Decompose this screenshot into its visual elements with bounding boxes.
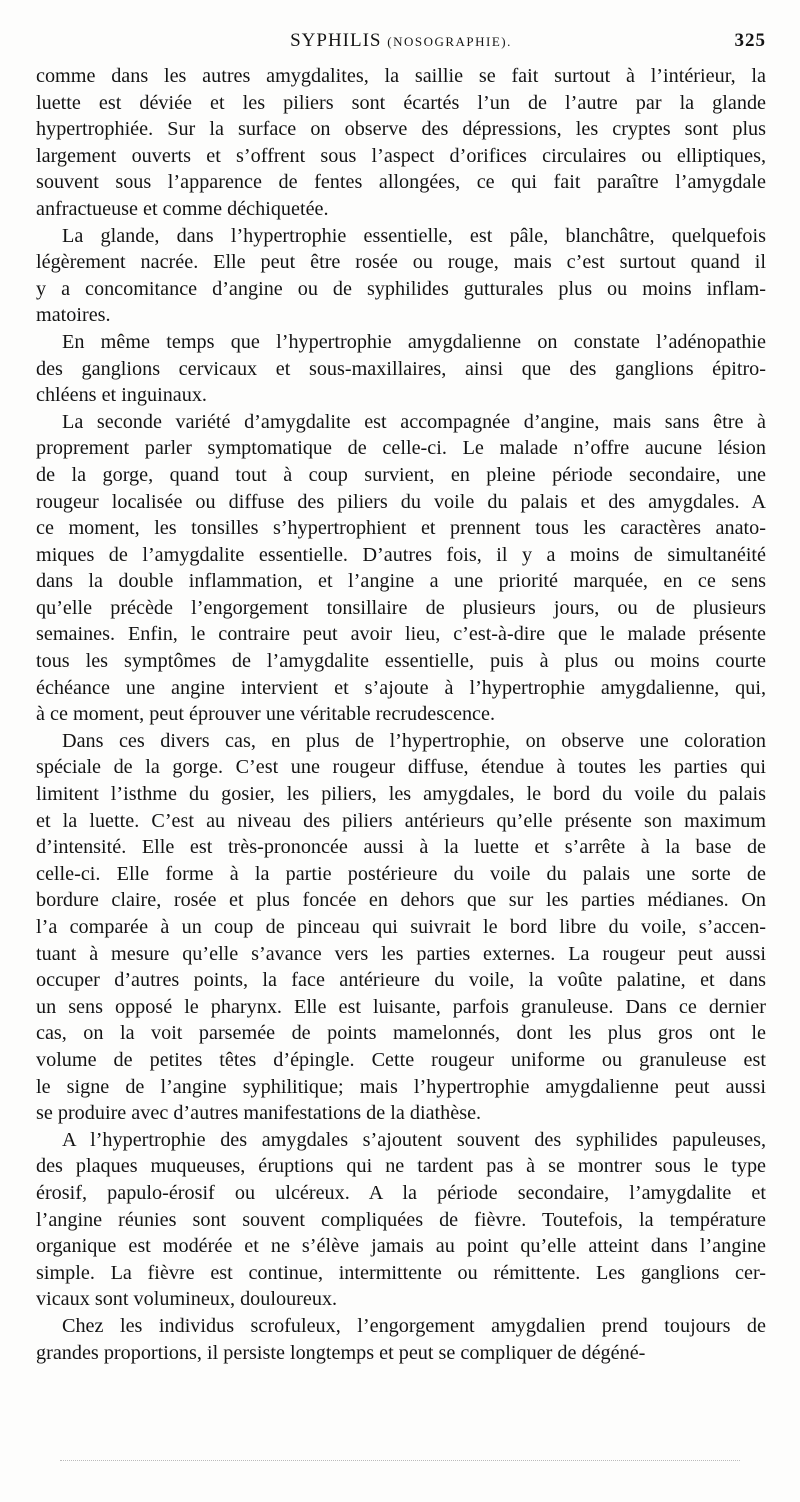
text-line: La seconde variété d’amygdalite est accompagnée d’angine, mais sans être à	[62, 410, 766, 433]
text-line: et la luette. C’est au niveau des piliers antérieurs qu’elle présente son maximum	[36, 809, 766, 832]
text-line: échéance une angine intervient et s’ajoute à l’hypertrophie amygdalienne, qui,	[36, 676, 766, 699]
running-title-subtitle: (NOSOGRAPHIE).	[387, 34, 512, 49]
text-line: un sens opposé le pharynx. Elle est luisante, parfois granuleuse. Dans ce dernier	[36, 995, 766, 1018]
text-line: proprement parler symptomatique de celle-ci. Le malade n’offre aucune lésion	[36, 437, 766, 460]
paragraph	[36, 1313, 766, 1366]
text-line: cas, on la voit parsemée de points mamelonnés, dont les plus gros ont le	[36, 1022, 766, 1045]
paragraph	[36, 63, 766, 223]
text-line: érosif, papulo-érosif ou ulcéreux. A la période secondaire, l’amygdalite et	[36, 1181, 766, 1204]
text-line: A l’hypertrophie des amygdales s’ajoutent souvent des syphilides papuleuses,	[62, 1128, 766, 1151]
text-line: d’intensité. Elle est très-prononcée aussi à la luette et s’arrête à la base de	[36, 836, 766, 859]
text-line: spéciale de la gorge. C’est une rougeur diffuse, étendue à toutes les parties qui	[36, 756, 766, 779]
text-line: bordure claire, rosée et plus foncée en dehors que sur les parties médianes. On	[36, 889, 766, 912]
bleed-through-trace	[60, 1460, 740, 1465]
text-line: matoires.	[36, 304, 111, 327]
running-title	[36, 30, 766, 52]
text-line: légèrement nacrée. Elle peut être rosée ou rouge, mais c’est surtout quand il	[36, 251, 766, 274]
text-line: anfractueuse et comme déchiquetée.	[36, 197, 329, 220]
paragraph	[36, 409, 766, 728]
text-line: occuper d’autres points, la face antérieure du voile, la voûte palatine, et dans	[36, 969, 766, 992]
text-line: celle-ci. Elle forme à la partie postérieure du voile du palais une sorte de	[36, 862, 766, 885]
text-line: miques de l’amygdalite essentielle. D’autres fois, il y a moins de simultanéité	[36, 543, 766, 566]
page-number: 325	[734, 30, 766, 51]
text-line: volume de petites têtes d’épingle. Cette rougeur uniforme ou granuleuse est	[36, 1048, 766, 1071]
text-line: y a concomitance d’angine ou de syphilides gutturales plus ou moins inflam-	[36, 277, 766, 300]
text-line: luette est déviée et les piliers sont écartés l’un de l’autre par la glande	[36, 91, 766, 114]
text-line: vicaux sont volumineux, douloureux.	[36, 1288, 338, 1311]
text-line: de la gorge, quand tout à coup survient, en pleine période secondaire, une	[36, 463, 766, 486]
text-line: chléens et inguinaux.	[36, 384, 207, 407]
text-line: l’a comparée à un coup de pinceau qui suivrait le bord libre du voile, s’accen-	[36, 916, 766, 938]
text-line: hypertrophiée. Sur la surface on observe des dépressions, les cryptes sont plus	[36, 118, 766, 141]
text-line: organique est modérée et ne s’élève jamais au point qu’elle atteint dans l’angine	[36, 1235, 766, 1258]
text-line: se produire avec d’autres manifestations de la diathèse.	[36, 1102, 482, 1125]
text-line: grandes proportions, il persiste longtemps et peut se compliquer de dégéné-	[36, 1341, 646, 1364]
text-line: le signe de l’angine syphilitique; mais l’hypertrophie amygdalienne peut aussi	[36, 1075, 766, 1098]
text-line: tous les symptômes de l’amygdalite essentielle, puis à plus ou moins courte	[36, 650, 766, 673]
paragraph	[36, 1127, 766, 1313]
text-line: simple. La fièvre est continue, intermittente ou rémittente. Les ganglions cer-	[36, 1261, 766, 1284]
paragraph	[36, 329, 766, 409]
running-header	[36, 30, 766, 60]
text-line: largement ouverts et s’offrent sous l’aspect d’orifices circulaires ou elliptiques,	[36, 144, 766, 167]
text-line: comme dans les autres amygdalites, la saillie se fait surtout à l’intérieur, la	[36, 65, 766, 87]
text-line: En même temps que l’hypertrophie amygdalienne on constate l’adénopathie	[62, 330, 766, 353]
text-line: à ce moment, peut éprouver une véritable recrudescence.	[36, 703, 496, 726]
text-line: semaines. Enfin, le contraire peut avoir lieu, c’est-à-dire que le malade présente	[36, 623, 766, 646]
paragraph	[36, 223, 766, 329]
text-line: limitent l’isthme du gosier, les piliers, les amygdales, le bord du voile du palais	[36, 783, 766, 806]
text-line: rougeur localisée ou diffuse des piliers du voile du palais et des amygdales. A	[36, 490, 766, 513]
text-line: l’angine réunies sont souvent compliquées de fièvre. Toutefois, la température	[36, 1208, 766, 1231]
body-text	[36, 63, 766, 1366]
text-line: des plaques muqueuses, éruptions qui ne tardent pas à se montrer sous le type	[36, 1155, 766, 1178]
running-title-main: SYPHILIS	[290, 30, 382, 51]
text-line: Dans ces divers cas, en plus de l’hypertrophie, on observe une coloration	[62, 729, 766, 752]
text-line: qu’elle précède l’engorgement tonsillaire de plusieurs jours, ou de plusieurs	[36, 596, 766, 619]
paragraph	[36, 728, 766, 1127]
text-line: La glande, dans l’hypertrophie essentielle, est pâle, blanchâtre, quelquefois	[62, 224, 766, 247]
text-line: ce moment, les tonsilles s’hypertrophient et prennent tous les caractères anato-	[36, 517, 766, 540]
text-line: des ganglions cervicaux et sous-maxillaires, ainsi que des ganglions épitro-	[36, 357, 766, 380]
text-line: tuant à mesure qu’elle s’avance vers les parties externes. La rougeur peut aussi	[36, 942, 766, 965]
text-line: souvent sous l’apparence de fentes allongées, ce qui fait paraître l’amygdale	[36, 171, 766, 194]
text-line: dans la double inflammation, et l’angine a une priorité marquée, en ce sens	[36, 570, 766, 593]
text-line: Chez les individus scrofuleux, l’engorgement amygdalien prend toujours de	[62, 1314, 766, 1337]
